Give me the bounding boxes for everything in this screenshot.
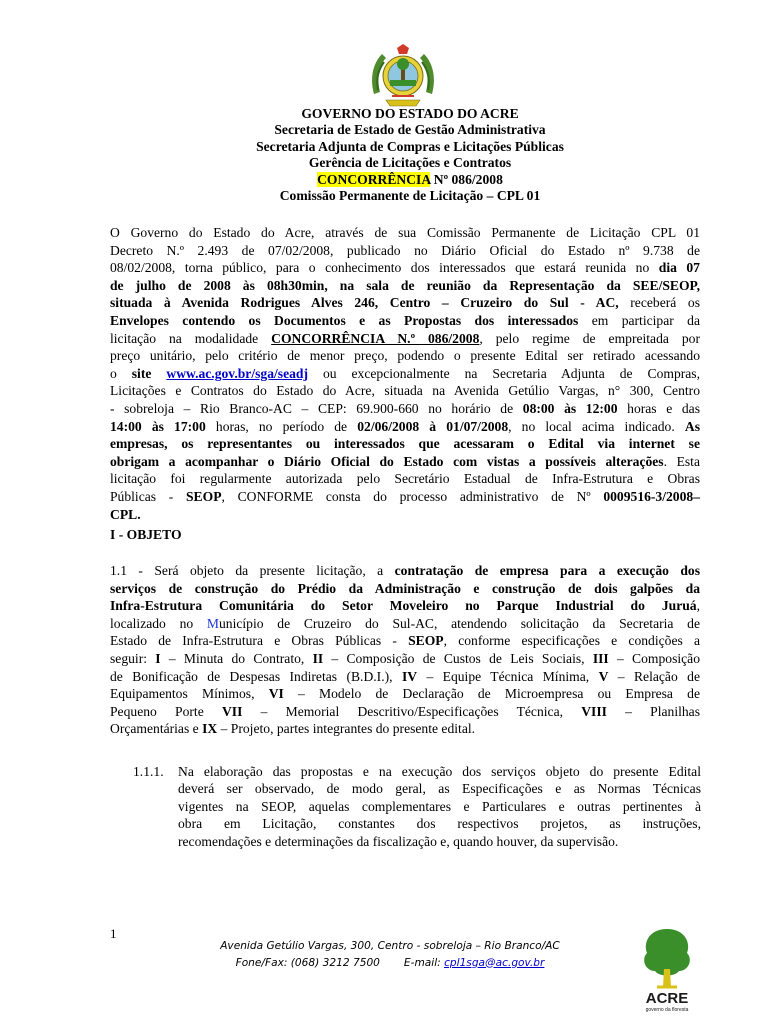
page-number: 1 [110,926,117,941]
section-title-objeto: I - OBJETO [110,527,182,542]
paragraph-line: Orçamentárias e IX – Projeto, partes integrantes do presente edital. [110,721,476,737]
page-footer [170,938,610,971]
concorrencia-number: Nº 086/2008 [430,171,503,187]
paragraph-line: Decreto N.º 2.493 de 07/02/2008, publicado no Diário Oficial do Estado nº 9.738 de [110,242,700,258]
paragraph-line: - sobreloja – Rio Branco-AC – CEP: 69.900-660 no horário de 08:00 às 12:00 horas e das [110,400,700,416]
paragraph-line: de julho de 2008 às 08h30min, na sala de reunião da Representação da SEE/SEOP, [110,277,700,293]
paragraph-line: obra em Licitação, constantes dos respectivos projetos, as instruções, [178,816,701,832]
paragraph-line: serviços de construção do Prédio da Administração e construção de dois galpões da [110,580,700,596]
paragraph-line: situada à Avenida Rodrigues Alves 246, Centro – Cruzeiro do Sul - AC, receberá os [110,295,701,311]
paragraph-line: de Bonificação de Despesas Indiretas (B.D.I.), IV – Equipe Técnica Mínima, V – Relação de [110,668,700,684]
acre-coat-of-arms-icon [368,44,438,110]
footer-email-label: E-mail: [403,956,445,969]
paragraph-line: 08/02/2008, torna público, para o conhecimento dos interessados que estará reunida no dia 07 [110,260,700,276]
logo-tagline: governo da floresta [645,1007,689,1013]
paragraph-line: Na elaboração das propostas e na execução dos serviços objeto do presente Edital [178,764,701,779]
paragraph-line: Estado de Infra-Estrutura e Obras Públicas - SEOP, conforme especificações e condições a [110,633,701,649]
objeto-paragraph [110,562,700,738]
paragraph-line: preço unitário, pelo critério de menor preço, podendo o presente Edital ser retirado acessando [110,348,700,364]
acre-government-logo-icon [637,925,697,1013]
document-header [110,106,710,204]
paragraph-line: O Governo do Estado do Acre, através de sua Comissão Permanente de Licitação CPL 01 [110,225,700,240]
header-secretaria-adjunta: Secretaria Adjunta de Compras e Licitações Públicas [256,138,564,154]
paragraph-line: licitação na modalidade CONCORRÊNCIA N.º 086/2008, pelo regime de empreitada por [110,330,700,346]
logo-text: ACRE [645,990,689,1007]
footer-address: Avenida Getúlio Vargas, 300, Centro - sobreloja – Rio Branco/AC [220,940,560,952]
intro-paragraph [110,224,700,523]
paragraph-line: licitação foi regularmente autorizada pelo Secretário Estadual de Infra-Estrutura e Obras [110,471,700,487]
paragraph-line: 14:00 às 17:00 horas, no período de 02/06/2008 à 01/07/2008, no local acima indicado. As [110,418,700,434]
paragraph-line: obrigam a acompanhar o Diário Oficial do Estado com vistas a possíveis alterações. Esta [110,453,700,469]
header-government: GOVERNO DO ESTADO DO ACRE [301,106,519,121]
paragraph-line: recomendações e determinações da fiscalização e, quando houver, da supervisão. [178,833,619,849]
seadj-site-link[interactable]: www.ac.gov.br/sga/seadj [166,365,308,381]
footer-contact [170,955,610,972]
header-concorrencia [110,172,710,188]
footer-email-link[interactable]: cpl1sga@ac.gov.br [444,956,545,969]
subitem-body [178,763,701,850]
footer-phone: Fone/Fax: (068) 3212 7500 [235,956,380,969]
paragraph-line: Pequeno Porte VII – Memorial Descritivo/Especificações Técnica, VIII – Planilhas [110,703,700,719]
header-comissao: Comissão Permanente de Licitação – CPL 01 [279,188,541,204]
paragraph-line: Licitações e Contratos do Estado do Acre, situada na Avenida Getúlio Vargas, n° 300, Centro [110,383,700,399]
header-secretaria: Secretaria de Estado de Gestão Administrativa [274,122,546,138]
paragraph-line: Envelopes contendo os Documentos e as Propostas dos interessados em participar da [110,312,700,328]
header-gerencia: Gerência de Licitações e Contratos [308,155,512,171]
paragraph-line: 1.1 - Será objeto da presente licitação, a contratação de empresa para a execução dos [110,563,700,578]
paragraph-line: deverá ser observado, de modo geral, as Especificações e as Normas Técnicas [178,781,701,797]
paragraph-line: CPL. [110,506,141,522]
paragraph-line: vigentes na SEOP, aquelas complementares e Particulares e outras pertinentes à [178,798,701,814]
paragraph-line: Equipamentos Mínimos, VI – Modelo de Declaração de Microempresa ou Empresa de [110,686,700,702]
paragraph-line: Infra-Estrutura Comunitária do Setor Moveleiro no Parque Industrial do Juruá, [110,598,700,614]
paragraph-line: seguir: I – Minuta do Contrato, II – Composição de Custos de Leis Sociais, III – Composição [110,650,701,666]
paragraph-line: Públicas - SEOP, CONFORME consta do processo administrativo de Nº 0009516-3/2008– [110,488,700,504]
paragraph-line: localizado no Município de Cruzeiro do Sul-AC, atendendo solicitação da Secretaria de [110,615,700,631]
paragraph-line: o site www.ac.gov.br/sga/seadj ou excepcionalmente na Secretaria Adjunta de Compras, [110,365,700,381]
concorrencia-highlight: CONCORRÊNCIA [317,171,431,187]
subitem-number: 1.1.1. [133,764,164,779]
paragraph-line: empresas, os representantes ou interessados que acessaram o Edital via internet se [110,436,700,452]
